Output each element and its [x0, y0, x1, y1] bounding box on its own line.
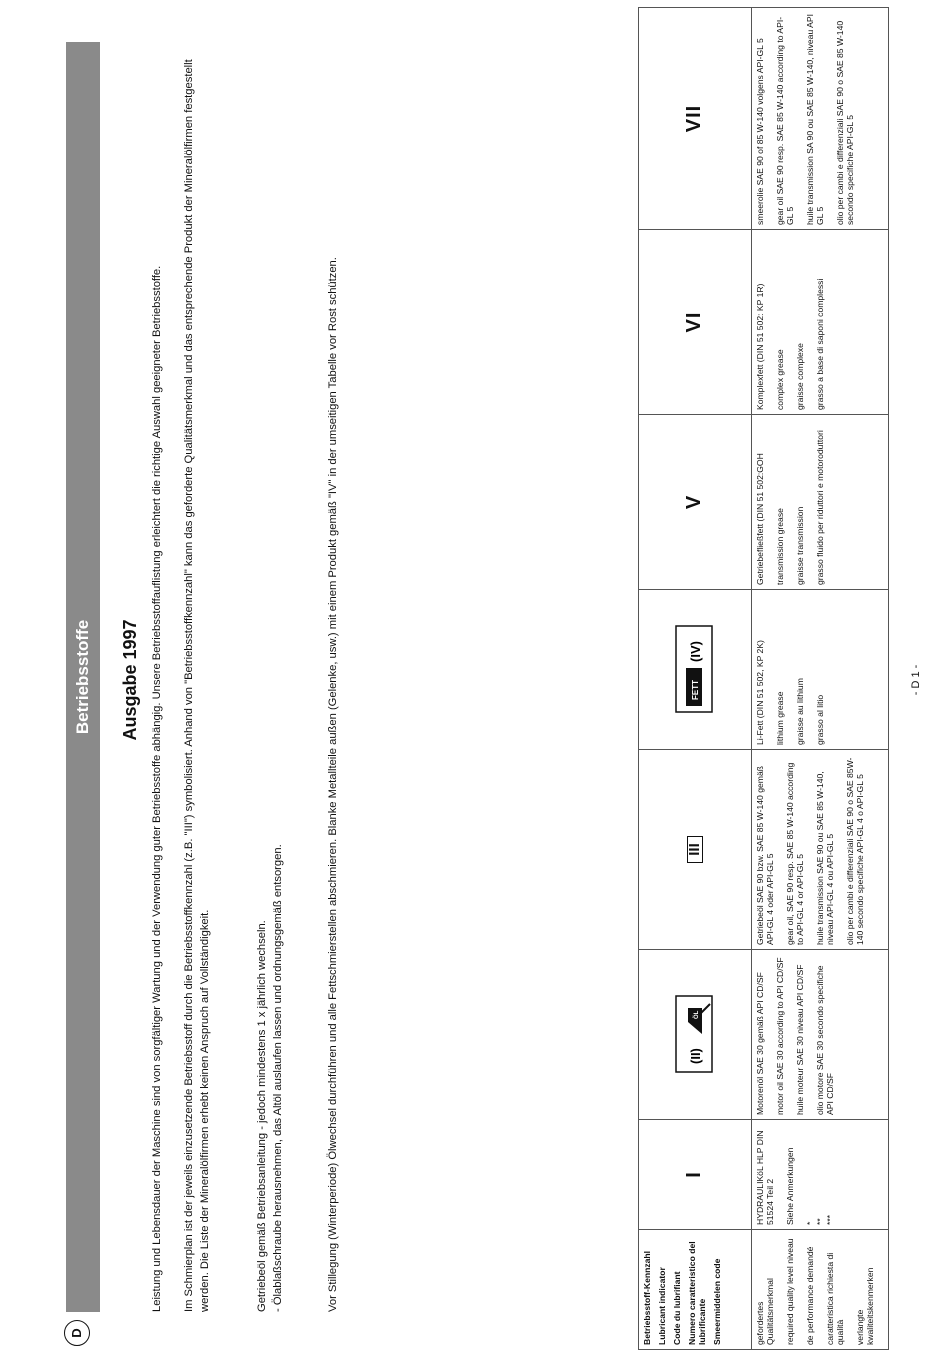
column-II-cell: [752, 950, 889, 1120]
spec-line: motor oil SAE 30 according to API CD/SF: [775, 957, 785, 1115]
spec-line: Motorenöl SAE 30 gemäß API CD/SF: [755, 972, 765, 1115]
footnote-mark: ***: [825, 1214, 835, 1225]
spec-line: gear oil, SAE 90 resp. SAE 85 W-140 according to API-GL 4 or API-GL 5: [785, 762, 805, 945]
column-header-I: [639, 1120, 752, 1230]
spec-line: Getriebeöl SAE 90 bzw. SAE 85 W-140 gemäß API-GL 4 oder API-GL 5: [755, 766, 775, 945]
column-header-VI: [639, 230, 752, 415]
oil-label: ÖL: [694, 1011, 700, 1020]
spec-line: olio motore SAE 30 secondo specifiche API CD/SF: [815, 965, 835, 1115]
row-label-header-line: Numero caratteristico del lubrificante: [687, 1241, 707, 1345]
spec-line: lithium grease: [775, 691, 785, 745]
code-III: III: [687, 836, 703, 863]
spec-line: graisse complexe: [795, 343, 805, 410]
spec-line: graisse transmission: [795, 506, 805, 585]
row-label: verlangte kwaliteitskenmerken: [855, 1267, 875, 1345]
row-labels-cell: [752, 1230, 889, 1350]
code-II: (II): [688, 1048, 703, 1065]
row-label: required quality level niveau: [785, 1238, 795, 1345]
language-badge: D: [64, 1320, 90, 1346]
table-row: [752, 8, 889, 1350]
spec-line: grasso fluido per riduttori e motoroduttori: [815, 430, 825, 585]
column-header-III: [639, 750, 752, 950]
spec-line: Siehe Anmerkungen: [785, 1147, 795, 1225]
column-header-II: [639, 950, 752, 1120]
code-VII: VII: [682, 104, 705, 133]
page-title: Betriebsstoffe: [73, 619, 92, 735]
column-VI-cell: [752, 230, 889, 415]
intro-paragraph-2: Im Schmierplan ist der jeweils einzusetzende Betriebsstoff durch die Betriebsstoffkennzahl (z.B. "III") symbolisiert. Anhand von "Betriebsstoffkennzahl" kann das geforderte Qualitätsmerkmal und das entsprechende Produkt der Mineralölfirmen festgestellt werden. Die Liste der Mineralölfirmen erhebt keinen Anspruch auf Vollständigkeit.: [183, 59, 211, 1312]
code-IV: (IV): [688, 641, 703, 663]
code-I: I: [682, 1171, 705, 1178]
column-VII-cell: [752, 8, 889, 230]
row-label-header: [639, 1230, 752, 1350]
spec-line: olio per cambi e differenziali SAE 90 o SAE 85 W-140 secondo specifiche API-GL 5: [835, 20, 855, 225]
spec-line: huile moteur SAE 30 niveau API CD/SF: [795, 964, 805, 1115]
oil-can-icon: [672, 995, 716, 1075]
edition-heading: Ausgabe 1997: [120, 619, 140, 741]
footnote-mark: *: [805, 1221, 815, 1225]
column-header-V: [639, 415, 752, 590]
row-label-header-line: Code du lubrifiant: [672, 1271, 682, 1345]
footnote-mark: **: [815, 1218, 825, 1225]
fett-label: FETT: [691, 680, 700, 701]
spec-line: Komplexfett (DIN 51 502: KP 1R): [755, 283, 765, 410]
column-III-cell: [752, 750, 889, 950]
spec-line: complex grease: [775, 349, 785, 410]
row-label: de performance demandé: [805, 1246, 815, 1345]
row-label: gefordertes Qualitätsmerkmal: [755, 1278, 775, 1345]
grease-gun-icon: [672, 625, 716, 715]
table-header-row: [639, 8, 752, 1350]
page-number: - D 1 -: [910, 664, 922, 696]
column-IV-cell: [752, 590, 889, 750]
lubricant-table: [638, 7, 889, 1350]
spec-line: HYDRAULIKöL HLP DIN 51524 Teil 2: [755, 1130, 775, 1225]
spec-line: Li-Fett (DIN 51 502, KP 2K): [755, 640, 765, 745]
spec-line: transmission grease: [775, 508, 785, 585]
spec-line: grasso al litio: [815, 694, 825, 745]
row-label-header-line: Smeermiddelen code: [712, 1258, 722, 1345]
storage-note: Vor Stillegung (Winterperiode) Ölwechsel durchführen und alle Fettschmierstellen abschmieren. Blanke Metallteile außen (Gelenke, usw.) mit einem Produkt gemäß "IV" in der umseitigen Tabelle vor Rost schützen.: [327, 257, 339, 1312]
spec-line: graisse au lithium: [795, 678, 805, 745]
spec-line: huile transmission SAE 90 ou SAE 85 W-140, niveau API-GL 4 ou API-GL 5: [815, 771, 835, 945]
spec-line: smeerolie SAE 90 of 85 W-140 volgens API-GL 5: [755, 38, 765, 225]
spec-line: olio per cambi e differenziali SAE 90 o SAE 85W-140 secondo specifiche API-GL 4 o API-GL 5: [845, 757, 865, 945]
row-label: caratteristica richiesta di qualità: [825, 1252, 845, 1345]
row-label-header-line: Lubricant indicator: [657, 1267, 667, 1345]
column-I-cell: [752, 1120, 889, 1230]
spec-line: huile transmission SA 90 ou SAE 85 W-140, niveau API GL 5: [805, 14, 825, 225]
spec-line: gear oil SAE 90 resp. SAE 85 W-140 according to API-GL 5: [775, 16, 795, 225]
code-VI: VI: [682, 311, 705, 333]
intro-paragraph-1: Leistung und Lebensdauer der Maschine sind von sorgfältiger Wartung und der Verwendung guter Betriebsstoffe abhängig. Unsere Betriebsstoffauflistung erleichtert die richtige Auswahl geeigneter Betriebsstoffe.: [151, 265, 163, 1312]
row-label-header-line: Betriebsstoff-Kennzahl: [642, 1250, 652, 1345]
column-header-VII: [639, 8, 752, 230]
spec-line: Getriebefließfett (DIN 51 502:GOH: [755, 453, 765, 585]
header-bar: [66, 42, 100, 1312]
code-V: V: [682, 494, 705, 510]
drain-note: - Ölablaßschraube herausnehmen, das Altöl auslaufen lassen und ordnungsgemäß entsorgen.: [272, 844, 284, 1312]
spec-line: grasso a base di saponi complessi: [815, 278, 825, 410]
oil-change-note: Getriebeöl gemäß Betriebsanleitung - jedoch mindestens 1 x jährlich wechseln.: [256, 920, 268, 1312]
column-header-IV: [639, 590, 752, 750]
column-V-cell: [752, 415, 889, 590]
